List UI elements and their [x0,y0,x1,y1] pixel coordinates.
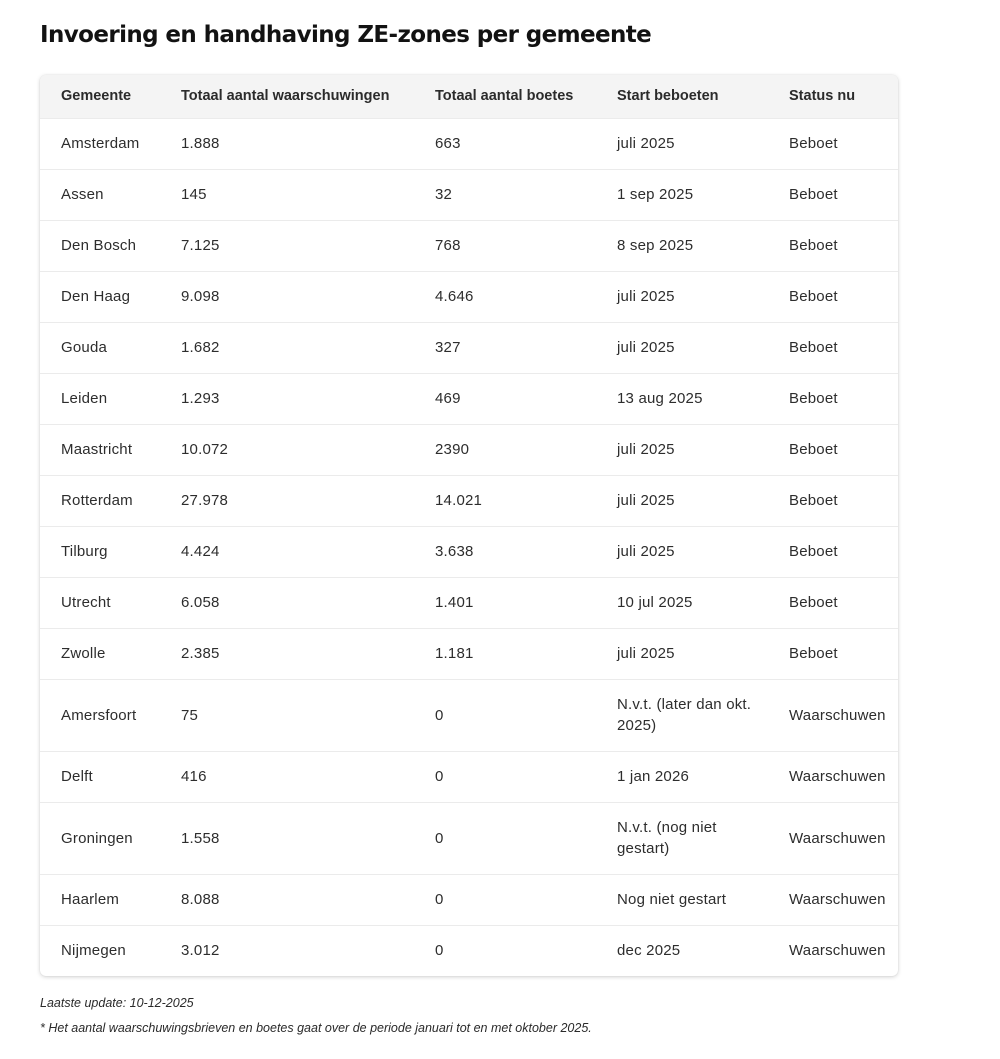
cell-start-beboeten: Nog niet gestart [617,891,727,908]
cell-boetes: 2390 [435,441,470,458]
cell-status: Beboet [789,594,838,611]
cell-start-beboeten: N.v.t. (nog niet gestart) [617,819,717,857]
cell-gemeente: Gouda [61,339,108,356]
cell-status: Waarschuwen [789,706,886,724]
table-row [40,271,898,322]
header-gemeente: Gemeente [61,88,132,105]
cell-waarschuwingen: 75 [181,706,199,724]
cell-boetes: 14.021 [435,492,483,509]
cell-gemeente: Amersfoort [61,706,137,724]
table-row [40,679,898,751]
header-boetes: Totaal aantal boetes [435,88,574,105]
cell-status: Beboet [789,339,838,356]
cell-gemeente: Rotterdam [61,492,133,509]
period-footnote: * Het aantal waarschuwingsbrieven en boetes gaat over de periode januari tot en met oktober 2025. [40,1021,592,1035]
cell-start-beboeten: juli 2025 [617,645,675,662]
header-waarschuwingen: Totaal aantal waarschuwingen [181,88,390,105]
cell-boetes: 3.638 [435,543,474,560]
cell-boetes: 663 [435,135,461,152]
cell-start-beboeten: 1 jan 2026 [617,768,690,785]
cell-start-beboeten: juli 2025 [617,492,675,509]
cell-status: Beboet [789,645,838,662]
cell-gemeente: Leiden [61,390,108,407]
cell-boetes: 4.646 [435,288,474,305]
cell-status: Beboet [789,135,838,152]
table-row [40,169,898,220]
cell-boetes: 32 [435,186,453,203]
cell-boetes: 469 [435,390,461,407]
cell-status: Beboet [789,543,838,560]
cell-waarschuwingen: 1.888 [181,135,220,152]
cell-waarschuwingen: 9.098 [181,288,220,305]
table-header-row [40,75,898,118]
cell-status: Beboet [789,492,838,509]
cell-status: Waarschuwen [789,829,886,847]
table-row [40,874,898,925]
cell-boetes: 1.181 [435,645,474,662]
cell-boetes: 768 [435,237,461,254]
cell-gemeente: Maastricht [61,441,133,458]
cell-gemeente: Groningen [61,829,133,847]
table-row [40,925,898,976]
cell-start-beboeten: juli 2025 [617,441,675,458]
cell-gemeente: Nijmegen [61,942,126,960]
cell-waarschuwingen: 7.125 [181,237,220,254]
cell-gemeente: Assen [61,186,104,203]
cell-gemeente: Zwolle [61,645,106,662]
cell-boetes: 0 [435,891,444,908]
cell-waarschuwingen: 3.012 [181,942,220,960]
cell-status: Waarschuwen [789,891,886,908]
cell-waarschuwingen: 1.293 [181,390,220,407]
cell-gemeente: Delft [61,768,93,785]
cell-waarschuwingen: 10.072 [181,441,229,458]
cell-waarschuwingen: 8.088 [181,891,220,908]
cell-waarschuwingen: 2.385 [181,645,220,662]
cell-gemeente: Tilburg [61,543,108,560]
cell-boetes: 0 [435,706,444,724]
table-header [40,75,898,118]
header-status: Status nu [789,88,856,105]
cell-waarschuwingen: 1.558 [181,829,220,847]
cell-start-beboeten: dec 2025 [617,942,681,960]
cell-status: Beboet [789,288,838,305]
table-row [40,373,898,424]
table-row [40,802,898,874]
cell-start-beboeten: juli 2025 [617,543,675,560]
table-row [40,118,898,169]
cell-status: Beboet [789,441,838,458]
cell-gemeente: Utrecht [61,594,111,611]
cell-start-beboeten: 10 jul 2025 [617,594,693,611]
table-row [40,526,898,577]
cell-status: Waarschuwen [789,942,886,960]
table-row [40,475,898,526]
table-row [40,424,898,475]
last-update-note: Laatste update: 10-12-2025 [40,996,194,1010]
cell-boetes: 0 [435,768,444,785]
cell-start-beboeten: juli 2025 [617,339,675,356]
data-table-card [40,75,898,976]
cell-gemeente: Den Haag [61,288,131,305]
cell-boetes: 0 [435,829,444,847]
cell-waarschuwingen: 145 [181,186,207,203]
table-body [40,118,898,976]
cell-start-beboeten: N.v.t. (later dan okt. 2025) [617,696,752,734]
cell-waarschuwingen: 4.424 [181,543,220,560]
cell-gemeente: Haarlem [61,891,120,908]
cell-status: Beboet [789,390,838,407]
cell-start-beboeten: 13 aug 2025 [617,390,703,407]
table-row [40,751,898,802]
cell-start-beboeten: 1 sep 2025 [617,186,694,203]
cell-boetes: 0 [435,942,444,960]
ze-zones-table [40,75,898,976]
cell-status: Waarschuwen [789,768,886,785]
table-row [40,628,898,679]
cell-start-beboeten: juli 2025 [617,288,675,305]
cell-gemeente: Amsterdam [61,135,140,152]
header-start-beboeten: Start beboeten [617,88,719,105]
cell-waarschuwingen: 6.058 [181,594,220,611]
cell-gemeente: Den Bosch [61,237,137,254]
cell-boetes: 1.401 [435,594,474,611]
cell-waarschuwingen: 416 [181,768,207,785]
cell-start-beboeten: juli 2025 [617,135,675,152]
cell-status: Beboet [789,237,838,254]
page-title: Invoering en handhaving ZE-zones per gemeente [40,22,652,48]
cell-waarschuwingen: 1.682 [181,339,220,356]
table-row [40,220,898,271]
cell-start-beboeten: 8 sep 2025 [617,237,694,254]
cell-waarschuwingen: 27.978 [181,492,229,509]
cell-boetes: 327 [435,339,461,356]
cell-status: Beboet [789,186,838,203]
table-row [40,322,898,373]
table-row [40,577,898,628]
